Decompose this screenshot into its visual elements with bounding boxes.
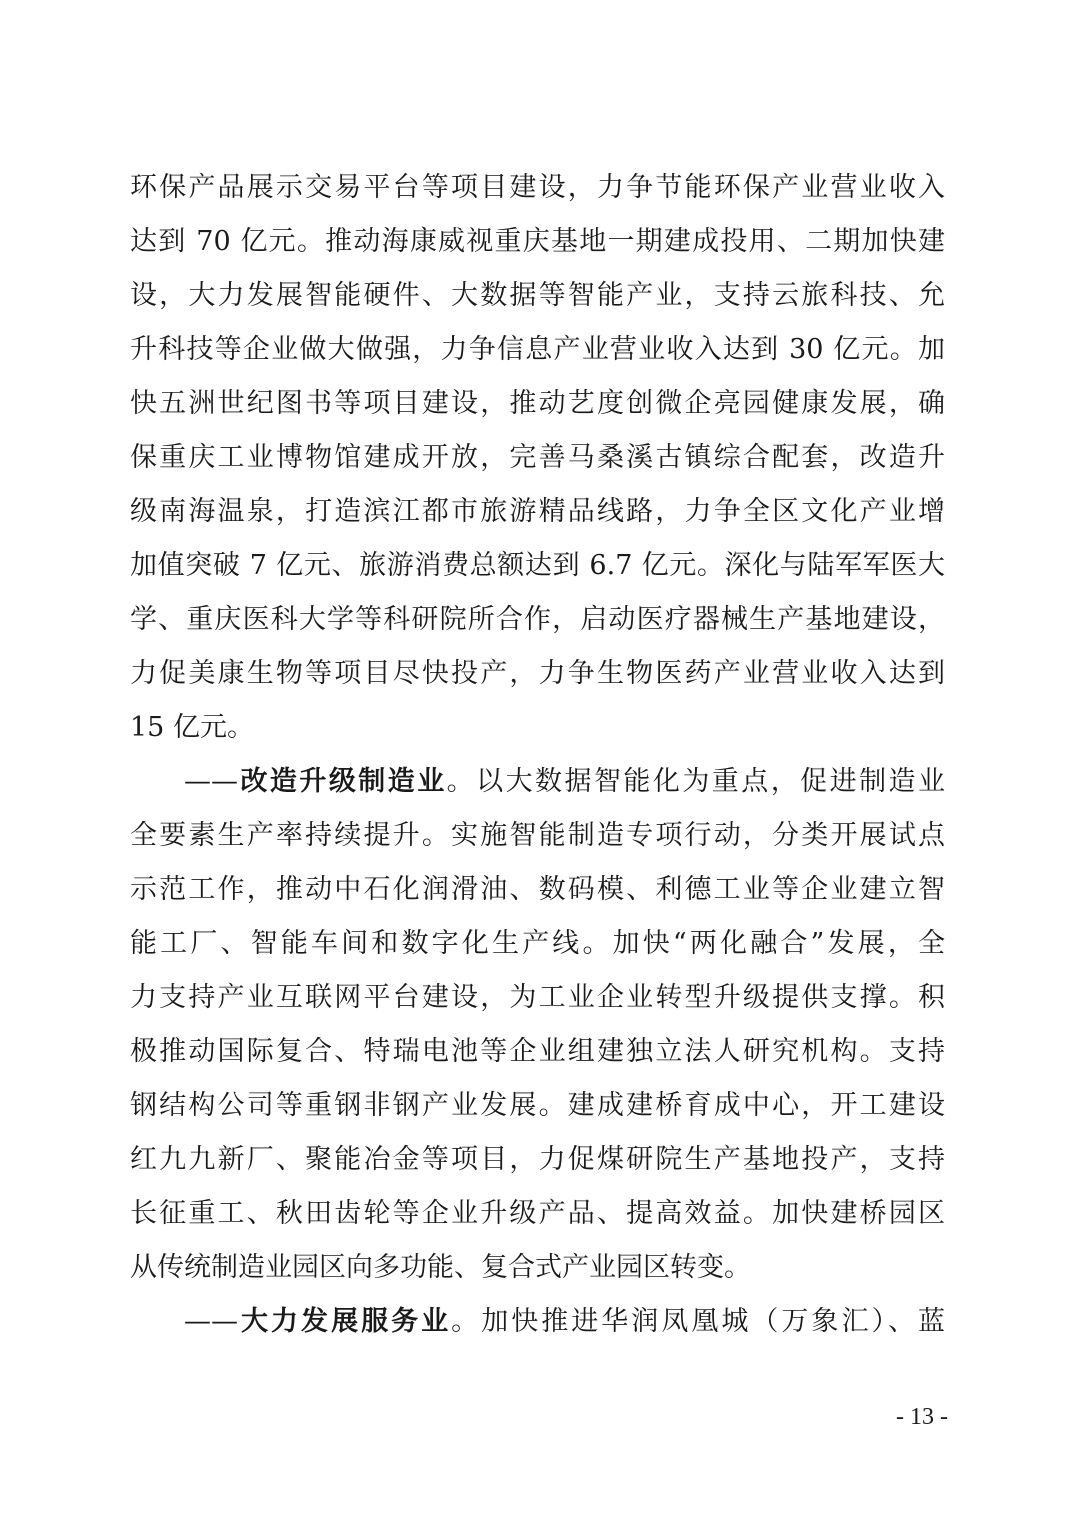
line-text: 从传统制造业园区向多功能、复合式产业园区转变。	[130, 1252, 751, 1283]
line-text: 全要素生产率持续提升。实施智能制造专项行动，分类开展试点	[130, 820, 945, 851]
line-text: 。加快推进华润凤凰城（万象汇）、蓝	[451, 1306, 946, 1337]
line-text: 加值突破 7 亿元、旅游消费总额达到 6.7 亿元。深化与陆军军医大	[130, 550, 945, 581]
body-text-line	[130, 438, 945, 478]
line-text: 。以大数据智能化为重点，促进制造业	[446, 766, 946, 797]
page-number: - 13 -	[896, 1404, 948, 1430]
body-text-line	[130, 870, 945, 910]
line-text: 红九九新厂、聚能冶金等项目，力促煤研院生产基地投产，支持	[130, 1144, 945, 1175]
body-text-line	[130, 276, 945, 316]
line-text: 保重庆工业博物馆建成开放，完善马桑溪古镇综合配套，改造升	[130, 442, 945, 473]
body-text-line	[130, 816, 945, 856]
section-heading-line	[130, 762, 945, 802]
section-heading: 大力发展服务业	[238, 1306, 452, 1337]
body-text-line	[130, 1194, 945, 1234]
line-text: 学、重庆医科大学等科研院所合作，启动医疗器械生产基地建设，	[130, 604, 945, 635]
body-text-line	[130, 1140, 945, 1180]
body-text-line	[130, 1248, 945, 1288]
body-text-line	[130, 600, 945, 640]
line-text: 级南海温泉，打造滨江都市旅游精品线路，力争全区文化产业增	[130, 496, 945, 527]
line-text: 环保产品展示交易平台等项目建设，力争节能环保产业营业收入	[130, 172, 945, 203]
body-text-line	[130, 654, 945, 694]
body-text-line	[130, 492, 945, 532]
section-heading: 改造升级制造业	[238, 766, 447, 797]
body-text-line	[130, 978, 945, 1018]
line-text: 力支持产业互联网平台建设，为工业企业转型升级提供支撑。积	[130, 982, 945, 1013]
body-text-line	[130, 1032, 945, 1072]
body-text-line	[130, 168, 945, 208]
line-text: 达到 70 亿元。推动海康威视重庆基地一期建成投用、二期加快建	[130, 226, 945, 257]
line-text: 15 亿元。	[130, 712, 254, 743]
body-text-line	[130, 330, 945, 370]
line-text: 示范工作，推动中石化润滑油、数码模、利德工业等企业建立智	[130, 874, 945, 905]
line-text: 极推动国际复合、特瑞电池等企业组建独立法人研究机构。支持	[130, 1036, 945, 1067]
line-text: 长征重工、秋田齿轮等企业升级产品、提高效益。加快建桥园区	[130, 1198, 945, 1229]
body-text-line	[130, 546, 945, 586]
line-text: 升科技等企业做大做强，力争信息产业营业收入达到 30 亿元。加	[130, 334, 945, 365]
dash-lead: ——	[184, 1306, 238, 1337]
body-text-line	[130, 1086, 945, 1126]
line-text: 快五洲世纪图书等项目建设，推动艺度创微企亮园健康发展，确	[130, 388, 945, 419]
body-text-line	[130, 222, 945, 262]
line-text: 能工厂、智能车间和数字化生产线。加快“两化融合”发展，全	[130, 928, 945, 959]
dash-lead: ——	[184, 766, 238, 797]
body-text-line	[130, 384, 945, 424]
body-text-line	[130, 924, 945, 964]
line-text: 设，大力发展智能硬件、大数据等智能产业，支持云旅科技、允	[130, 280, 945, 311]
line-text: 力促美康生物等项目尽快投产，力争生物医药产业营业收入达到	[130, 658, 945, 689]
line-text: 钢结构公司等重钢非钢产业发展。建成建桥育成中心，开工建设	[130, 1090, 945, 1121]
body-text-line	[130, 708, 945, 748]
section-heading-line	[130, 1302, 945, 1342]
